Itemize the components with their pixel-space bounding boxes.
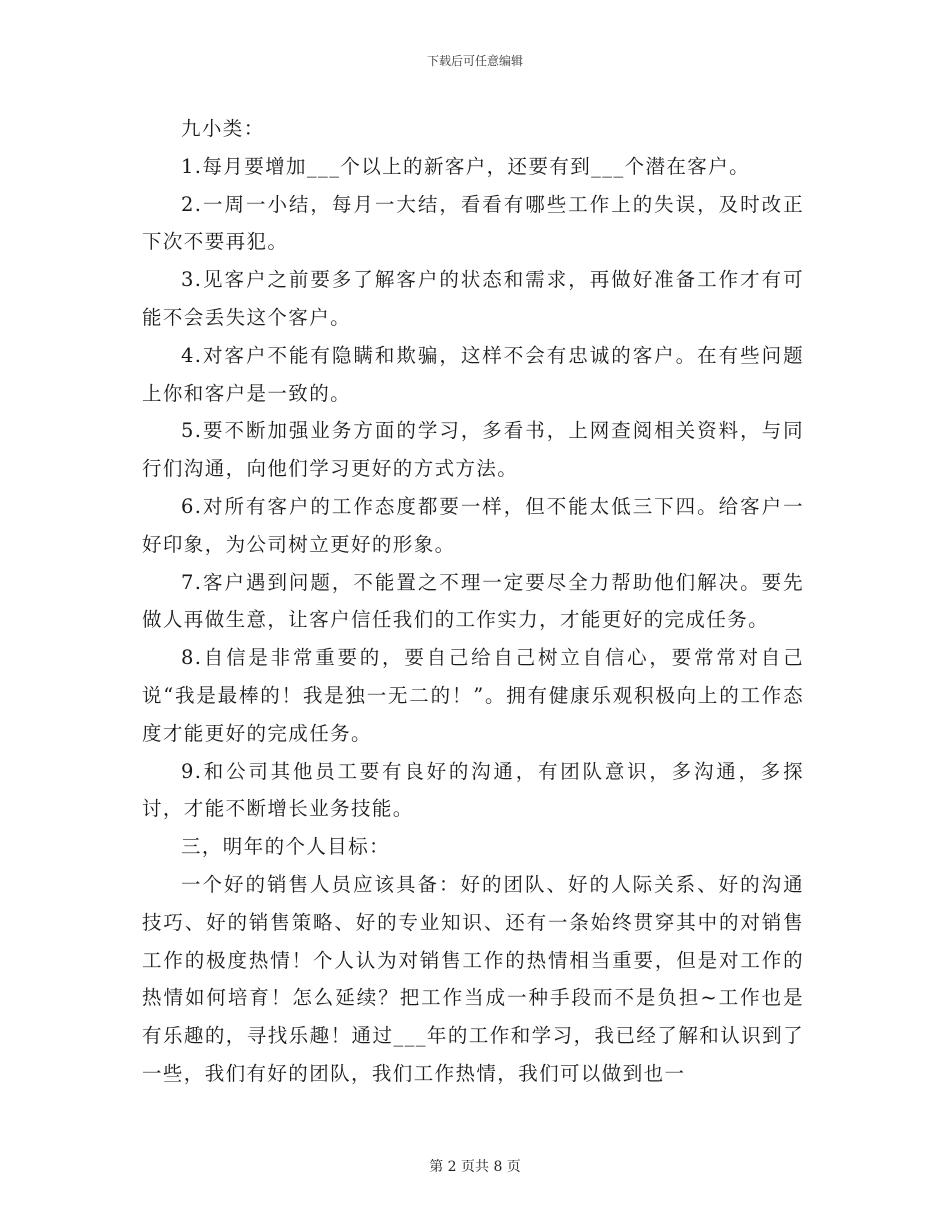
paragraph-item-9: 9.和公司其他员工要有良好的沟通，有团队意识，多沟通，多探讨，才能不断增长业务技能。: [142, 759, 804, 821]
paragraph-item-2: 2.一周一小结，每月一大结，看看有哪些工作上的失误，及时改正下次不要再犯。: [142, 192, 804, 254]
paragraph-item-4: 4.对客户不能有隐瞒和欺骗，这样不会有忠诚的客户。在有些问题上你和客户是一致的。: [142, 343, 804, 405]
section-heading-next-year-goals: 三，明年的个人目标：: [181, 835, 391, 859]
page-header: 下载后可任意编辑: [426, 54, 523, 68]
document-body: [142, 110, 804, 1093]
paragraph-item-6: 6.对所有客户的工作态度都要一样，但不能太低三下四。给客户一好印象，为公司树立更好的形象。: [142, 494, 804, 556]
paragraph-goals-body: 一个好的销售人员应该具备：好的团队、好的人际关系、好的沟通技巧、好的销售策略、好的专业知识、还有一条始终贯穿其中的对销售工作的极度热情！个人认为对销售工作的热情相当重要，但是对工作的热情如何培育！怎么延续？把工作当成一种手段而不是负担~工作也是有乐趣的，寻找乐趣！通过___年的工作和学习，我已经了解和认识到了一些，我们有好的团队，我们工作热情，我们可以做到也一: [142, 872, 804, 1085]
paragraph-subheading-nine-categories: 九小类：: [181, 117, 265, 140]
paragraph-item-7: 7.客户遇到问题，不能置之不理一定要尽全力帮助他们解决。要先做人再做生意，让客户信任我们的工作实力，才能更好的完成任务。: [142, 570, 804, 632]
paragraph-item-8: 8.自信是非常重要的，要自己给自己树立自信心，要常常对自己说“我是最棒的！我是独一无二的！”。拥有健康乐观积极向上的工作态度才能更好的完成任务。: [142, 646, 804, 745]
paragraph-item-1: 1.每月要增加___个以上的新客户，还要有到___个潜在客户。: [181, 154, 751, 178]
paragraph-item-3: 3.见客户之前要多了解客户的状态和需求，再做好准备工作才有可能不会丢失这个客户。: [142, 268, 804, 329]
page-footer: 第 2 页共 8 页: [429, 1159, 521, 1175]
paragraph-item-5: 5.要不断加强业务方面的学习，多看书，上网查阅相关资料，与同行们沟通，向他们学习更好的方式方法。: [142, 419, 804, 481]
